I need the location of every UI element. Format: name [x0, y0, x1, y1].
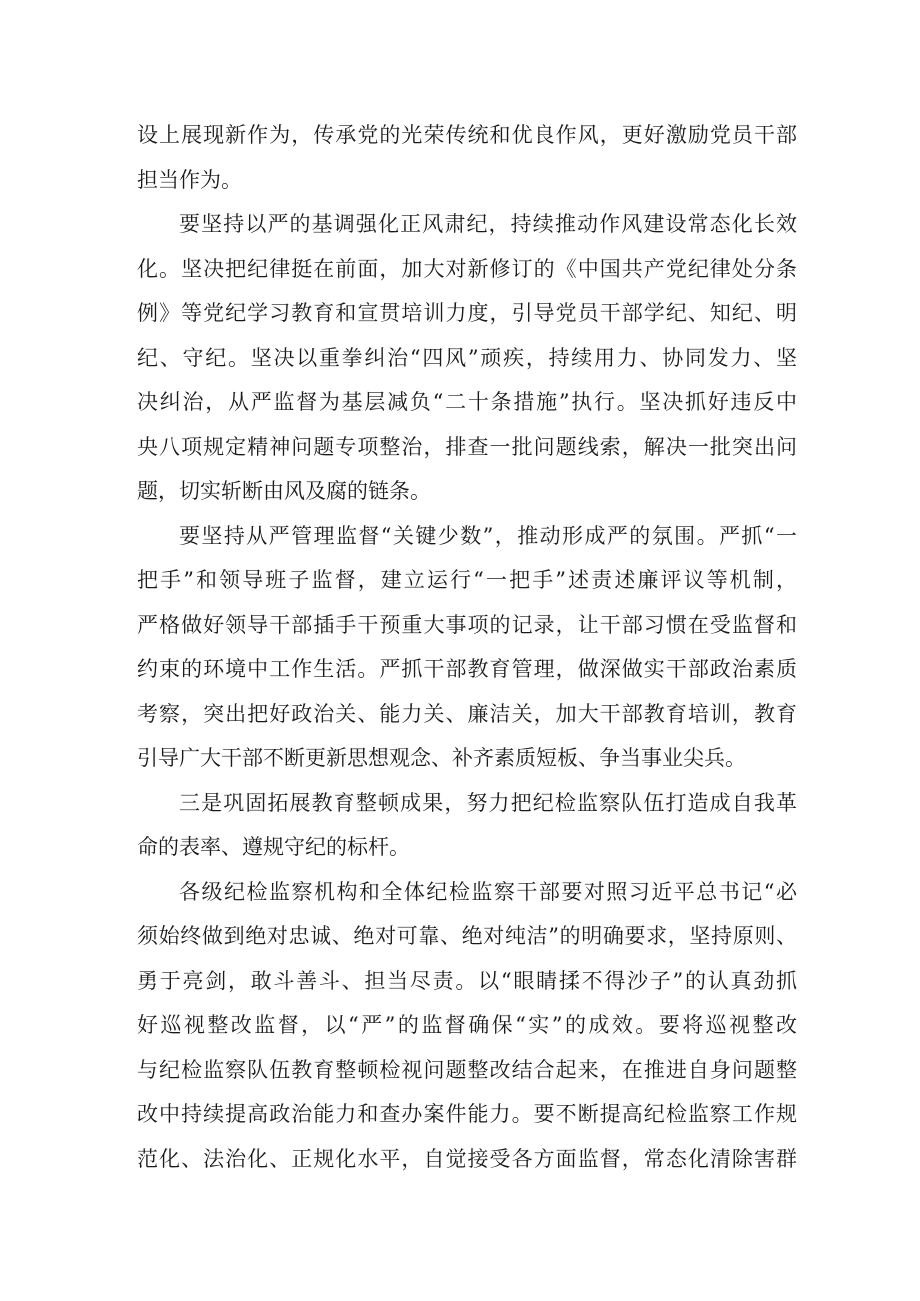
text-line: 担当作为。: [137, 167, 242, 192]
text-line: 设上展现新作为，传承党的光荣传统和优良作风，更好激励党员干部: [137, 123, 797, 147]
paragraph-start-line: 各级纪检监察机构和全体纪检监察干部要对照习近平总书记“必: [179, 879, 797, 904]
text-line: 须始终做到绝对忠诚、绝对可靠、绝对纯洁”的明确要求，坚持原则、: [137, 924, 797, 948]
text-line: 例》等党纪学习教育和宣贯培训力度，引导党员干部学纪、知纪、明: [137, 301, 797, 325]
paragraph-start-line: 要坚持从严管理监督“关键少数”，推动形成严的氛围。严抓“一: [179, 523, 797, 548]
text-line: 题，切实斩断由风及腐的链条。: [137, 479, 431, 503]
body-text: [137, 113, 797, 1181]
paragraph-start-line: 要坚持以严的基调强化正风肃纪，持续推动作风建设常态化长效: [179, 212, 797, 236]
text-line: 考察，突出把好政治关、能力关、廉洁关，加大干部教育培训，教育: [137, 701, 797, 726]
text-line: 纪、守纪。坚决以重拳纠治“四风”顽疾，持续用力、协同发力、坚: [137, 345, 797, 370]
section-heading-line: 三是巩固拓展教育整顿成果，努力把纪检监察队伍打造成自我革: [179, 790, 797, 815]
text-line: 勇于亮剑，敢斗善斗、担当尽责。以“眼睛揉不得沙子”的认真劲抓: [137, 968, 797, 993]
text-line: 与纪检监察队伍教育整顿检视问题整改结合起来，在推进自身问题整: [137, 1057, 797, 1082]
text-line: 改中持续提高政治能力和查办案件能力。要不断提高纪检监察工作规: [137, 1102, 797, 1126]
text-line: 约束的环境中工作生活。严抓干部教育管理，做深做实干部政治素质: [137, 657, 797, 681]
text-line: 决纠治，从严监督为基层减负“二十条措施”执行。坚决抓好违反中: [137, 390, 797, 414]
text-line: 严格做好领导干部插手干预重大事项的记录，让干部习惯在受监督和: [137, 612, 797, 637]
text-line: 好巡视整改监督，以“严”的监督确保“实”的成效。要将巡视整改: [137, 1013, 797, 1037]
text-line: 央八项规定精神问题专项整治，排查一批问题线索，解决一批突出问: [137, 434, 797, 459]
section-heading-line: 命的表率、遵规守纪的标杆。: [137, 835, 410, 859]
text-line: 范化、法治化、正规化水平，自觉接受各方面监督，常态化清除害群: [137, 1146, 797, 1171]
text-line: 引导广大干部不断更新思想观念、补齐素质短板、争当事业尖兵。: [137, 746, 746, 770]
text-line: 把手”和领导班子监督，建立运行“一把手”述责述廉评议等机制，: [137, 568, 797, 592]
text-line: 化。坚决把纪律挺在前面，加大对新修订的《中国共产党纪律处分条: [137, 256, 797, 281]
